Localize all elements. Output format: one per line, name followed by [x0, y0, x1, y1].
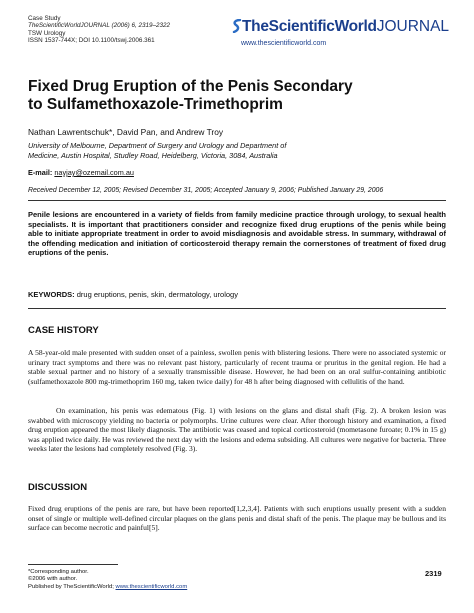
footnote-rule	[28, 564, 118, 565]
email-label: E-mail:	[28, 168, 53, 177]
journal-logo	[232, 16, 457, 56]
meta-section: TSW Urology	[28, 29, 66, 37]
title-line: Fixed Drug Eruption of the Penis Secondary	[28, 78, 353, 95]
logo-title	[242, 18, 449, 36]
affiliation-line: Medicine, Austin Hospital, Studley Road, Heidelberg, Victoria, 3084, Australia	[28, 150, 278, 160]
abstract: Penile lesions are encountered in a variety of fields from family medicine practice through urology, to sexual health specialists. It is important that practitioners consider and recognize fixed drug eruptions of the penis while being able to initiate appropriate treatment in order to avoid misdiagnosis and avoidable stress. In summary, withdrawal of the offending medication and initiation of corticosteroid therapy remain the cornerstones of treatment of fixed drug eruptions of the penis.	[28, 210, 446, 257]
author-list: Nathan Lawrentschuk*, David Pan, and Andrew Troy	[28, 127, 224, 137]
logo-url[interactable]: www.thescientificworld.com	[241, 40, 327, 47]
meta-issn-doi: ISSN 1537-744X; DOI 10.1100/tswj.2006.361	[28, 37, 155, 45]
case-history-heading: CASE HISTORY	[28, 325, 99, 336]
article-title	[28, 78, 353, 114]
footnote-publisher	[28, 584, 187, 591]
meta-citation: TheScientificWorldJOURNAL (2006) 6, 2319–2322	[28, 22, 170, 30]
keywords-text: drug eruptions, penis, skin, dermatology, urology	[74, 290, 238, 299]
logo-title-journal: JOURNAL	[376, 18, 450, 35]
keywords-label: KEYWORDS:	[28, 290, 75, 299]
logo-title-main: TheScientificWorld	[242, 18, 377, 35]
meta-case-study: Case Study	[28, 15, 61, 22]
journal-meta	[28, 15, 170, 45]
logo-mark-icon	[232, 19, 242, 33]
publication-dates: Received December 12, 2005; Revised December 31, 2005; Accepted January 9, 2006; Published January 29, 2006	[28, 187, 384, 194]
title-line: to Sulfamethoxazole-Trimethoprim	[28, 96, 283, 113]
publisher-text: Published by TheScientificWorld;	[28, 583, 116, 590]
affiliation	[28, 141, 428, 160]
page-number: 2319	[425, 569, 442, 578]
case-history-paragraph: On examination, his penis was edematous (Fig. 1) with lesions on the glans and distal shaft (Fig. 2). A broken lesion was swabbed with microscopy yielding no bacteria or polymorphs. Urine cultures were clear. After thorough history and examination, a fixed drug eruption appeared the most likely diagnosis. The antibiotic was ceased and topical corticosteroid (mometasone furoate; 0.1% in 15 g) was applied twice daily. He was reviewed the next day with the lesions and edema subsiding. All cultures were negative for bacteria. Three weeks later the lesions had completely resolved (Fig. 3).	[28, 406, 446, 453]
keywords	[28, 290, 238, 299]
author-email	[28, 168, 134, 177]
divider-top	[28, 200, 446, 201]
discussion-heading: DISCUSSION	[28, 482, 88, 493]
email-link[interactable]: nayjay@ozemail.com.au	[54, 168, 134, 177]
case-history-paragraph: A 58-year-old male presented with sudden onset of a painless, swollen penis with blistering lesions. There were no associated systemic or urinary tract symptoms and there was no relevant past history, particularly of recent trauma or pruritus in the genital region. He had a stable sexual partner and no history of a sexually transmissible disease. However, he had been on an oral sulfur-containing antibiotic (sulfamethoxazole 800 mg-trimethoprim 160 mg, taken twice daily) for 48 h after being diagnosed with cellulitis of the hand.	[28, 348, 446, 386]
footnote-copyright: ©2006 with author.	[28, 576, 78, 583]
footnotes	[28, 569, 187, 591]
affiliation-line: University of Melbourne, Department of Surgery and Urology and Department of	[28, 141, 287, 150]
discussion-paragraph: Fixed drug eruptions of the penis are rare, but have been reported[1,2,3,4]. Patients with such eruptions usually present with a sudden onset of single or multiple well-defined circular plaques on the glans penis and distal shaft of the penis. The plaque may be bullous and its surface can become necrotic and painful[5].	[28, 504, 446, 532]
divider-bottom	[28, 308, 446, 309]
publisher-link[interactable]: www.thescientificworld.com	[115, 583, 188, 590]
footnote-corresponding: *Corresponding author.	[28, 569, 89, 575]
